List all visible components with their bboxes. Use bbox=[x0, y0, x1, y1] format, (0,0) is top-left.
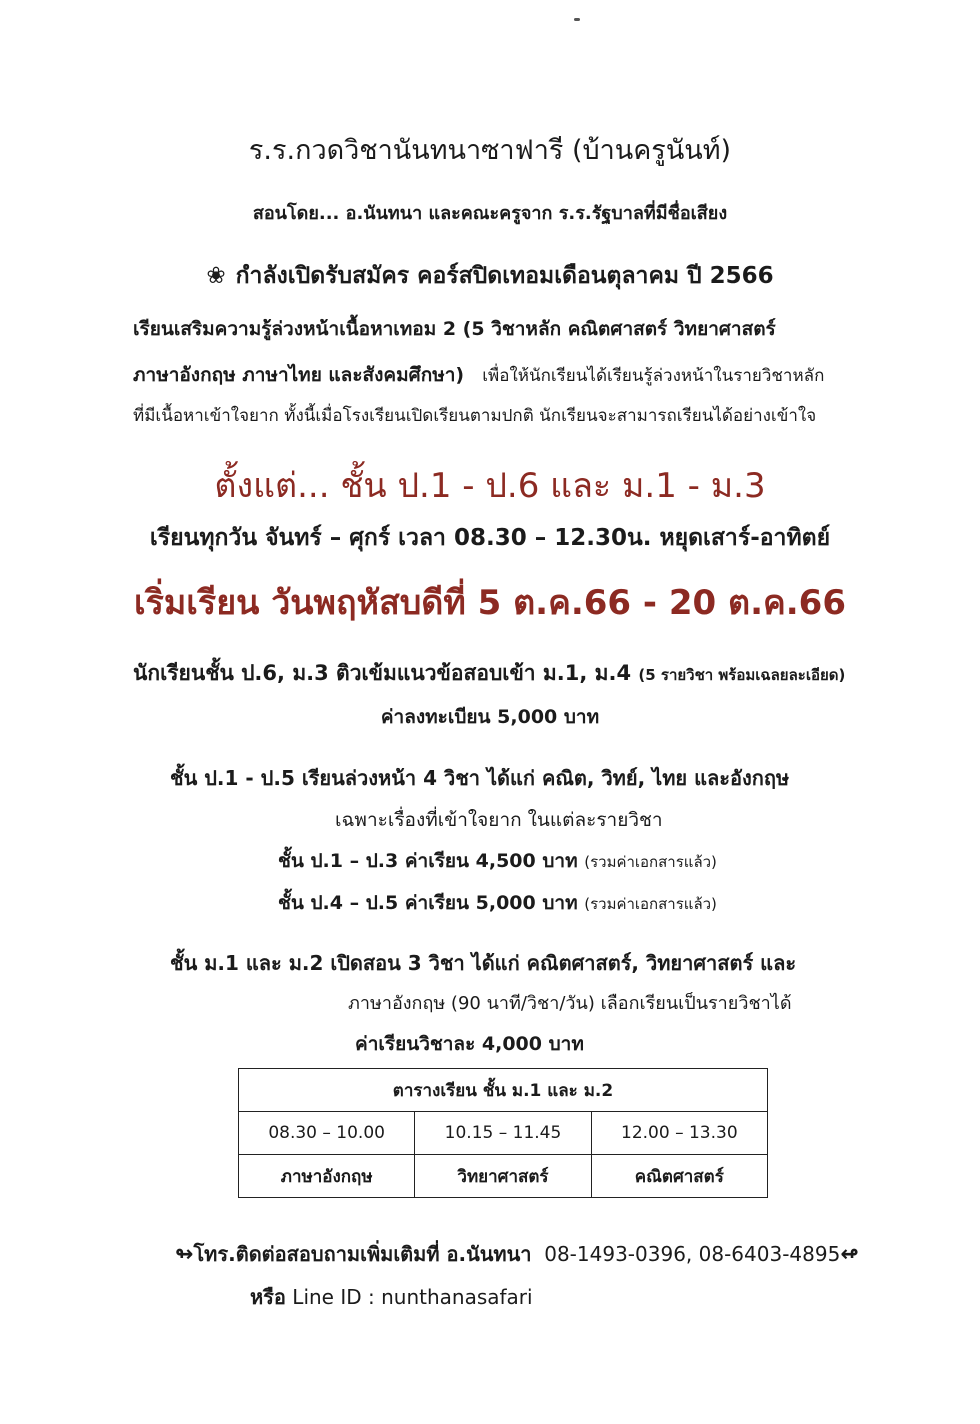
line-id-line bbox=[250, 1281, 533, 1313]
primary-course-line-1: ชั้น ป.1 - ป.5 เรียนล่วงหน้า 4 วิชา ได้แก่ คณิต, วิทย์, ไทย และอังกฤษ bbox=[170, 766, 790, 790]
contact-phones[interactable]: 08-1493-0396, 08-6403-4895 bbox=[544, 1242, 841, 1266]
fee-p1-p3-text: ชั้น ป.1 – ป.3 ค่าเรียน 4,500 บาท bbox=[278, 850, 578, 872]
flower-icon: ❀ bbox=[206, 263, 226, 289]
secondary-fee: ค่าเรียนวิชาละ 4,000 บาท bbox=[355, 1033, 584, 1055]
course-announcement bbox=[0, 258, 980, 294]
scan-speck bbox=[574, 18, 580, 21]
line-id[interactable]: Line ID : nunthanasafari bbox=[292, 1285, 533, 1309]
description-line-3: ที่มีเนื้อหาเข้าใจยาก ทั้งนี้เมื่อโรงเรียนเปิดเรียนตามปกติ นักเรียนจะสามารถเรียนได้อย่างเข้าใจ bbox=[133, 406, 817, 426]
time-slot-2: 10.15 – 11.45 bbox=[415, 1112, 591, 1155]
description-subjects: ภาษาอังกฤษ ภาษาไทย และสังคมศึกษา) bbox=[133, 364, 465, 386]
schedule-line: เรียนทุกวัน จันทร์ – ศุกร์ เวลา 08.30 – 12.30น. หยุดเสาร์-อาทิตย์ bbox=[149, 525, 831, 551]
primary-fee-p1-p3 bbox=[278, 846, 717, 876]
timetable-header-row bbox=[239, 1069, 768, 1112]
description-line-2 bbox=[133, 360, 824, 390]
exam-prep-line bbox=[133, 657, 845, 690]
subject-slot-2: วิทยาศาสตร์ bbox=[415, 1155, 591, 1198]
secondary-course-line-2: ภาษาอังกฤษ (90 นาที/วิชา/วัน) เลือกเรียนเป็นรายวิชาได้ bbox=[348, 993, 792, 1014]
time-slot-3: 12.00 – 13.30 bbox=[591, 1112, 767, 1155]
line-or-label: หรือ bbox=[250, 1285, 286, 1309]
subject-slot-3: คณิตศาสตร์ bbox=[591, 1155, 767, 1198]
school-name: ร.ร.กวดวิชานันทนาซาฟารี (บ้านครูนันท์) bbox=[248, 135, 732, 166]
fee-p4-p5-text: ชั้น ป.4 – ป.5 ค่าเรียน 5,000 บาท bbox=[278, 892, 578, 914]
fee-p1-p3-note: (รวมค่าเอกสารแล้ว) bbox=[584, 853, 717, 871]
timetable-subject-row bbox=[239, 1155, 768, 1198]
arrow-right-icon: ↫ bbox=[840, 1242, 859, 1267]
description-line-1: เรียนเสริมความรู้ล่วงหน้าเนื้อหาเทอม 2 (5 วิชาหลัก คณิตศาสตร์ วิทยาศาสตร์ bbox=[133, 318, 776, 340]
announcement-text: กำลังเปิดรับสมัคร คอร์สปิดเทอมเดือนตุลาคม ปี 2566 bbox=[235, 263, 774, 289]
primary-course-line-2: เฉพาะเรื่องที่เข้าใจยาก ในแต่ละรายวิชา bbox=[335, 809, 663, 831]
exam-prep-fee: ค่าลงทะเบียน 5,000 บาท bbox=[380, 706, 600, 728]
teachers-line: สอนโดย... อ.นันทนา และคณะครูจาก ร.ร.รัฐบาลที่มีชื่อเสียง bbox=[252, 203, 728, 224]
subject-slot-1: ภาษาอังกฤษ bbox=[239, 1155, 415, 1198]
levels-banner: ตั้งแต่... ชั้น ป.1 - ป.6 และ ม.1 - ม.3 bbox=[214, 466, 766, 506]
fee-p4-p5-note: (รวมค่าเอกสารแล้ว) bbox=[584, 895, 717, 913]
arrow-left-icon: ↬ bbox=[175, 1242, 194, 1267]
contact-line bbox=[175, 1238, 859, 1270]
secondary-course-line-1: ชั้น ม.1 และ ม.2 เปิดสอน 3 วิชา ได้แก่ คณิตศาสตร์, วิทยาศาสตร์ และ bbox=[170, 951, 797, 975]
exam-prep-text: นักเรียนชั้น ป.6, ม.3 ติวเข้มแนวข้อสอบเข้า ม.1, ม.4 bbox=[133, 661, 632, 685]
time-slot-1: 08.30 – 10.00 bbox=[239, 1112, 415, 1155]
timetable-time-row bbox=[239, 1112, 768, 1155]
primary-fee-p4-p5 bbox=[278, 888, 717, 918]
exam-prep-note: (5 รายวิชา พร้อมเฉลยละเอียด) bbox=[638, 666, 846, 684]
contact-label: โทร.ติดต่อสอบถามเพิ่มเติมที่ อ.นันทนา bbox=[193, 1242, 532, 1266]
timetable bbox=[238, 1068, 768, 1198]
timetable-title: ตารางเรียน ชั้น ม.1 และ ม.2 bbox=[239, 1069, 768, 1112]
start-date-banner: เริ่มเรียน วันพฤหัสบดีที่ 5 ต.ค.66 - 20 ต.ค.66 bbox=[134, 583, 846, 623]
description-purpose: เพื่อให้นักเรียนได้เรียนรู้ล่วงหน้าในรายวิชาหลัก bbox=[482, 366, 825, 386]
